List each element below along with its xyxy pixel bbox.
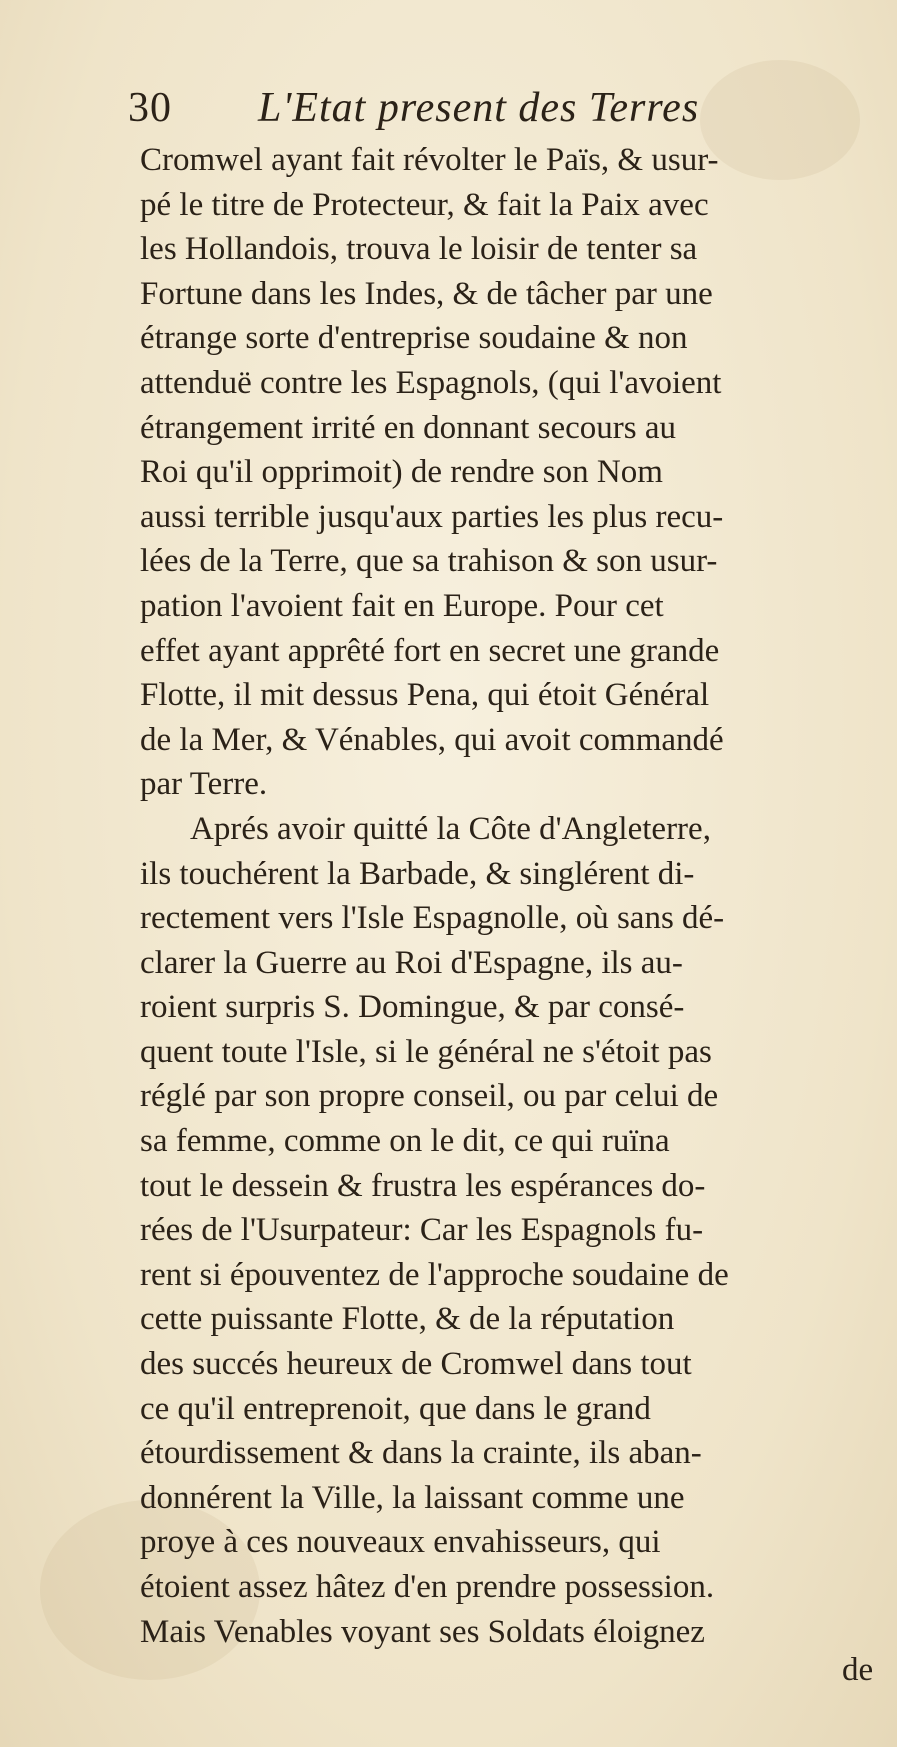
- text-line: réglé par son propre conseil, ou par celui de: [140, 1078, 719, 1115]
- text-line: Mais Venables voyant ses Soldats éloignez: [140, 1613, 705, 1650]
- text-line: rectement vers l'Isle Espagnolle, où sans dé-: [140, 900, 725, 937]
- paragraph-start-line: Aprés avoir quitté la Côte d'Angleterre,: [190, 810, 711, 847]
- text-line: roient surpris S. Domingue, & par consé-: [140, 989, 685, 1026]
- text-line: rent si épouventez de l'approche soudaine de: [140, 1256, 729, 1293]
- text-line: clarer la Guerre au Roi d'Espagne, ils au-: [140, 944, 683, 981]
- body-text: [140, 138, 880, 1654]
- text-line: quent toute l'Isle, si le général ne s'étoit pas: [140, 1033, 712, 1070]
- text-line: ce qu'il entreprenoit, que dans le grand: [140, 1390, 651, 1427]
- text-line: proye à ces nouveaux envahisseurs, qui: [140, 1524, 661, 1561]
- text-line: donnérent la Ville, la laissant comme une: [140, 1479, 685, 1516]
- text-line: Cromwel ayant fait révolter le Païs, & usur-: [140, 142, 719, 178]
- page-number: 30: [128, 85, 172, 131]
- text-line: étoient assez hâtez d'en prendre possession.: [140, 1569, 715, 1605]
- text-line: Roi qu'il opprimoit) de rendre son Nom: [140, 454, 663, 491]
- running-header: [128, 78, 788, 138]
- text-line: Fortune dans les Indes, & de tâcher par une: [140, 275, 713, 312]
- text-line: aussi terrible jusqu'aux parties les plus recu-: [140, 498, 724, 535]
- catchword: de: [842, 1652, 874, 1688]
- text-line: tout le dessein & frustra les espérances do-: [140, 1167, 706, 1204]
- text-line: Flotte, il mit dessus Pena, qui étoit Général: [140, 677, 710, 714]
- running-title: L'Etat present des Terres: [258, 85, 700, 131]
- text-line: pation l'avoient fait en Europe. Pour cet: [140, 587, 664, 624]
- text-line: pé le titre de Protecteur, & fait la Paix avec: [140, 186, 709, 223]
- text-line: de la Mer, & Vénables, qui avoit commandé: [140, 721, 724, 758]
- text-line: étrange sorte d'entreprise soudaine & non: [140, 320, 688, 357]
- text-line: sa femme, comme on le dit, ce qui ruïna: [140, 1123, 670, 1160]
- text-line: des succés heureux de Cromwel dans tout: [140, 1346, 692, 1383]
- text-line: effet ayant apprêté fort en secret une grande: [140, 632, 720, 669]
- text-line: cette puissante Flotte, & de la réputation: [140, 1301, 675, 1338]
- text-line: attenduë contre les Espagnols, (qui l'avoient: [140, 364, 722, 401]
- text-line: ils touchérent la Barbade, & singlérent di-: [140, 855, 695, 892]
- text-line: lées de la Terre, que sa trahison & son usur-: [140, 543, 718, 580]
- text-line: étourdissement & dans la crainte, ils aban-: [140, 1435, 702, 1472]
- text-line: étrangement irrité en donnant secours au: [140, 409, 677, 446]
- text-line: rées de l'Usurpateur: Car les Espagnols fu-: [140, 1212, 704, 1249]
- text-line: les Hollandois, trouva le loisir de tenter sa: [140, 231, 698, 268]
- text-line: par Terre.: [140, 766, 268, 803]
